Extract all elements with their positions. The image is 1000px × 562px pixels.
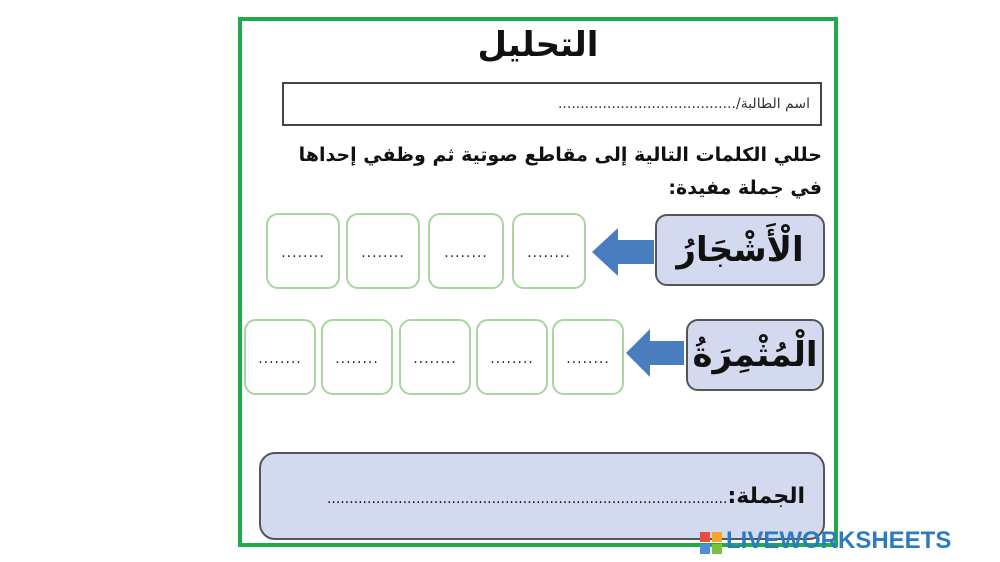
student-name-label: اسم الطالبة/ [735,96,810,112]
syllable-box-2-4[interactable]: ........ [321,319,393,395]
word-muthmira: الْمُثْمِرَةُ [686,319,824,391]
worksheet-frame [238,17,838,547]
syllable-box-2-2[interactable]: ........ [476,319,548,395]
sentence-label: الجملة: [727,484,805,509]
arrow-left-icon [626,327,684,379]
worksheet-title: التحليل [477,25,599,65]
sentence-dots: .......................................................................................... [326,491,728,507]
arrow-left-icon [592,226,654,278]
liveworksheets-logo-icon [700,532,722,554]
word-ashjar: الْأَشْجَارُ [655,214,825,286]
syllable-box-1-2[interactable]: ........ [428,213,504,289]
syllable-box-1-4[interactable]: ........ [266,213,340,289]
syllable-box-2-3[interactable]: ........ [399,319,471,395]
student-name-field[interactable] [282,82,822,126]
syllable-box-2-5[interactable]: ........ [244,319,316,395]
student-name-dots: ........................................ [557,96,736,112]
syllable-box-1-1[interactable]: ........ [512,213,586,289]
syllable-box-2-1[interactable]: ........ [552,319,624,395]
liveworksheets-brand: LIVEWORKSHEETS [726,527,952,554]
syllable-box-1-3[interactable]: ........ [346,213,420,289]
instruction-text: حللي الكلمات التالية إلى مقاطع صوتية ثم وظفي إحداها في جملة مفيدة: [298,144,822,199]
